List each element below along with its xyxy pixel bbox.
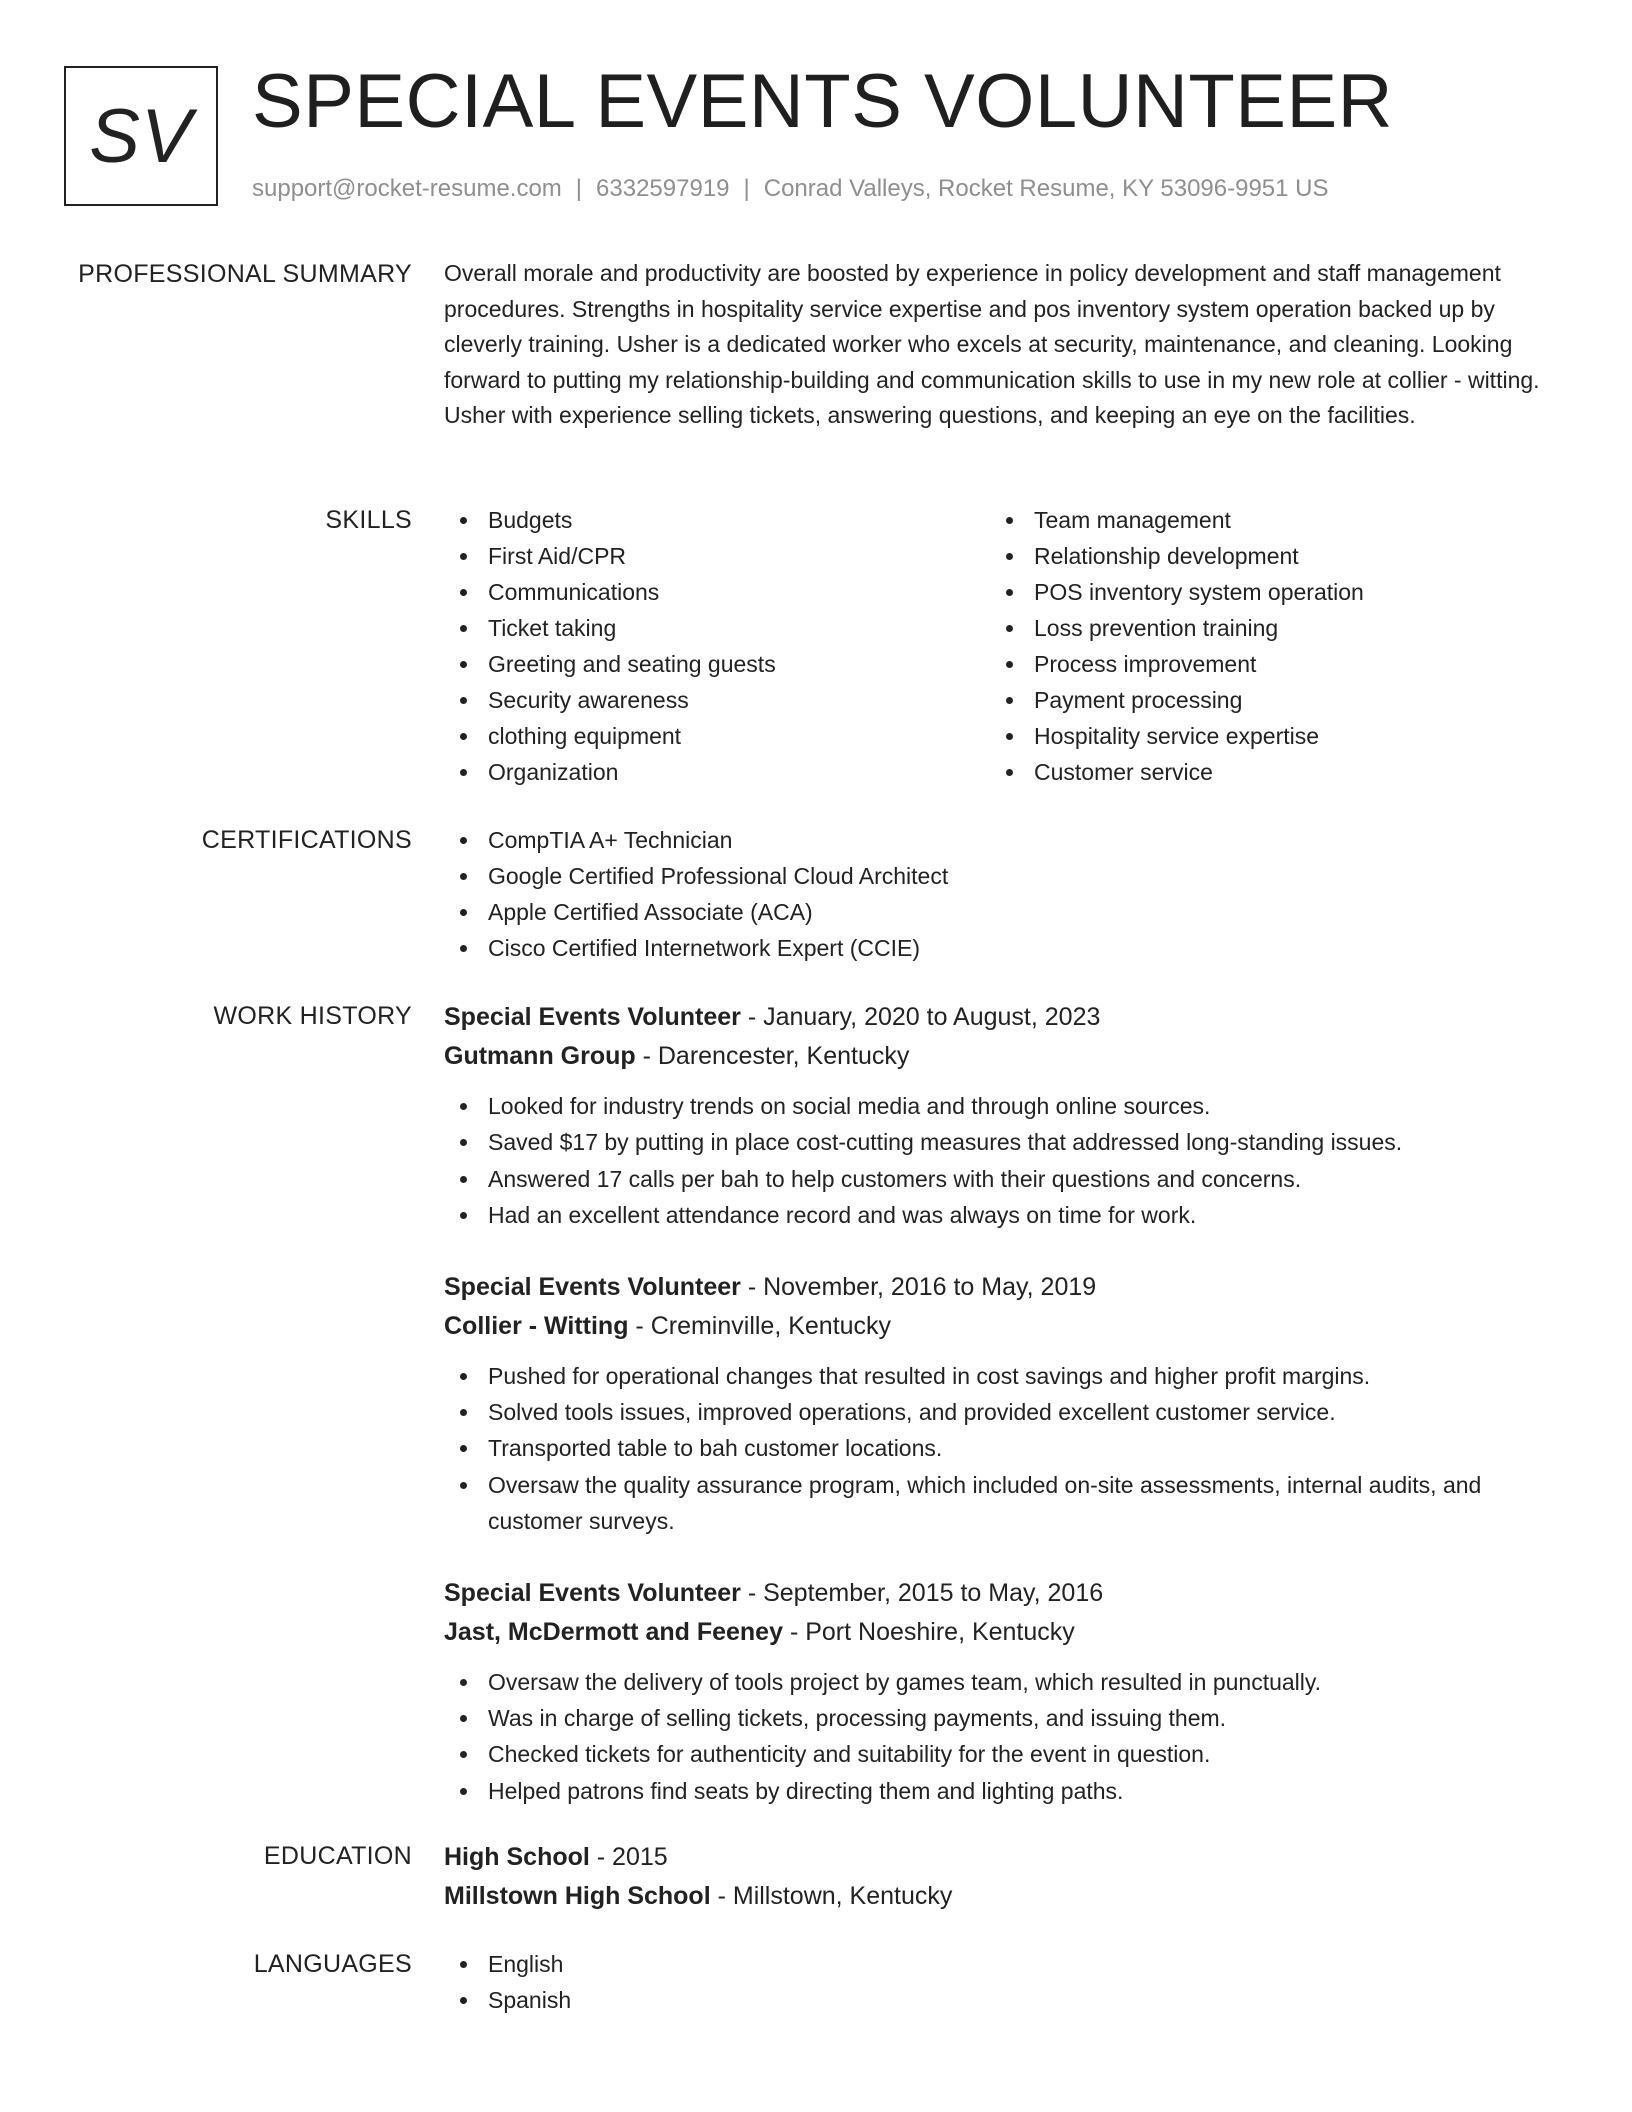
job-duties-list bbox=[444, 1088, 1564, 1234]
skill-item: Payment processing bbox=[990, 682, 1536, 718]
job-location: Darencester, Kentucky bbox=[657, 1042, 910, 1070]
job-duty: Oversaw the delivery of tools project by games team, which resulted in punctually. bbox=[444, 1664, 1564, 1700]
skill-item: First Aid/CPR bbox=[444, 538, 990, 574]
job-duty: Had an excellent attendance record and was always on time for work. bbox=[444, 1197, 1564, 1233]
skills-list-right bbox=[990, 502, 1536, 790]
job-duty: Helped patrons find seats by directing them and lighting paths. bbox=[444, 1773, 1564, 1809]
certification-item: Apple Certified Associate (ACA) bbox=[444, 894, 1564, 930]
job-entry bbox=[444, 998, 1564, 1234]
contact-email: support@rocket-resume.com bbox=[252, 175, 562, 202]
work-history-heading: WORK HISTORY bbox=[213, 1002, 412, 1030]
job-duty: Answered 17 calls per bah to help customers with their questions and concerns. bbox=[444, 1161, 1564, 1197]
job-title: Special Events Volunteer bbox=[444, 1578, 741, 1607]
summary-text: Overall morale and productivity are boosted by experience in policy development and staff management procedures. Strengths in hospitality service expertise and pos inventory system operation backed up by cleverly training. Usher is a dedicated worker who excels at security, maintenance, and cleaning. Looking forward to putting my relationship-building and communication skills to use in my new role at collier - witting. Usher with experience selling tickets, answering questions, and keeping an eye on the facilities. bbox=[444, 260, 1540, 429]
skill-item: Customer service bbox=[990, 754, 1536, 790]
job-entry bbox=[444, 1574, 1564, 1810]
certifications-list bbox=[444, 822, 1564, 966]
skill-item: Budgets bbox=[444, 502, 990, 538]
job-employer: Collier - Witting bbox=[444, 1311, 629, 1340]
monogram-initials: SV bbox=[89, 93, 193, 179]
contact-phone: 6332597919 bbox=[596, 175, 730, 202]
summary-heading: PROFESSIONAL SUMMARY bbox=[78, 260, 412, 288]
job-duties-list bbox=[444, 1358, 1564, 1540]
skill-item: Hospitality service expertise bbox=[990, 718, 1536, 754]
job-dates: January, 2020 to August, 2023 bbox=[763, 1003, 1101, 1031]
job-entry bbox=[444, 1268, 1564, 1540]
job-duty: Saved $17 by putting in place cost-cutting measures that addressed long-standing issues. bbox=[444, 1124, 1564, 1160]
contact-address: Conrad Valleys, Rocket Resume, KY 53096-9951 US bbox=[763, 175, 1329, 202]
skills-columns bbox=[444, 502, 1564, 790]
skill-item: Ticket taking bbox=[444, 610, 990, 646]
job-dash: - bbox=[740, 1003, 764, 1031]
skill-item: Organization bbox=[444, 754, 990, 790]
job-employer-line bbox=[444, 1613, 1564, 1652]
skill-item: Relationship development bbox=[990, 538, 1536, 574]
job-dash: - bbox=[740, 1578, 764, 1607]
skill-item: POS inventory system operation bbox=[990, 574, 1536, 610]
education-body bbox=[444, 1838, 1564, 1916]
job-dash: - bbox=[635, 1042, 658, 1070]
job-location: Creminville, Kentucky bbox=[650, 1311, 892, 1340]
skills-list-left bbox=[444, 502, 990, 790]
certification-item: Google Certified Professional Cloud Architect bbox=[444, 858, 1564, 894]
certifications-body bbox=[444, 822, 1564, 966]
contact-line bbox=[252, 172, 1329, 206]
education-school: Millstown High School bbox=[444, 1882, 711, 1910]
job-duty: Pushed for operational changes that resulted in cost savings and higher profit margins. bbox=[444, 1358, 1564, 1394]
education-dash: - bbox=[710, 1882, 733, 1910]
languages-list bbox=[444, 1946, 1564, 2018]
skill-item: Team management bbox=[990, 502, 1536, 538]
job-title: Special Events Volunteer bbox=[444, 1003, 741, 1031]
languages-heading: LANGUAGES bbox=[253, 1950, 412, 1978]
job-dates: November, 2016 to May, 2019 bbox=[763, 1272, 1097, 1301]
job-dash: - bbox=[628, 1311, 651, 1340]
education-year: 2015 bbox=[612, 1843, 668, 1871]
certification-item: CompTIA A+ Technician bbox=[444, 822, 1564, 858]
job-title-line bbox=[444, 998, 1564, 1037]
monogram-logo bbox=[64, 66, 218, 206]
job-employer-line bbox=[444, 1307, 1564, 1346]
job-duty: Oversaw the quality assurance program, which included on-site assessments, internal audits, and customer surveys. bbox=[444, 1467, 1564, 1540]
skill-item: Process improvement bbox=[990, 646, 1536, 682]
certification-item: Cisco Certified Internetwork Expert (CCIE) bbox=[444, 930, 1564, 966]
language-item: English bbox=[444, 1946, 1564, 1982]
language-item: Spanish bbox=[444, 1982, 1564, 2018]
skill-item: Security awareness bbox=[444, 682, 990, 718]
education-dash: - bbox=[589, 1843, 613, 1871]
job-duty: Transported table to bah customer locations. bbox=[444, 1430, 1564, 1466]
education-location: Millstown, Kentucky bbox=[732, 1882, 953, 1910]
job-employer: Gutmann Group bbox=[444, 1042, 636, 1070]
summary-body bbox=[444, 256, 1564, 434]
job-dash: - bbox=[740, 1272, 764, 1301]
job-dash: - bbox=[783, 1617, 806, 1646]
skill-item: Greeting and seating guests bbox=[444, 646, 990, 682]
job-duties-list bbox=[444, 1664, 1564, 1810]
education-school-line bbox=[444, 1877, 1564, 1916]
job-duty: Solved tools issues, improved operations, and provided excellent customer service. bbox=[444, 1394, 1564, 1430]
education-degree-line bbox=[444, 1838, 1564, 1877]
job-duty: Was in charge of selling tickets, processing payments, and issuing them. bbox=[444, 1700, 1564, 1736]
job-title: Special Events Volunteer bbox=[444, 1272, 741, 1301]
job-title-line bbox=[444, 1574, 1564, 1613]
job-employer: Jast, McDermott and Feeney bbox=[444, 1617, 783, 1646]
job-dates: September, 2015 to May, 2016 bbox=[763, 1578, 1104, 1607]
job-duty: Looked for industry trends on social media and through online sources. bbox=[444, 1088, 1564, 1124]
skills-body bbox=[444, 502, 1564, 790]
skill-item: clothing equipment bbox=[444, 718, 990, 754]
skill-item: Communications bbox=[444, 574, 990, 610]
job-title-line bbox=[444, 1268, 1564, 1307]
job-duty: Checked tickets for authenticity and suitability for the event in question. bbox=[444, 1736, 1564, 1772]
contact-separator: | bbox=[575, 175, 583, 202]
education-degree: High School bbox=[444, 1843, 590, 1871]
job-location: Port Noeshire, Kentucky bbox=[805, 1617, 1075, 1646]
skills-heading: SKILLS bbox=[325, 506, 412, 534]
job-employer-line bbox=[444, 1037, 1564, 1076]
contact-separator: | bbox=[743, 175, 750, 202]
work-history-body bbox=[444, 998, 1564, 1809]
candidate-name: SPECIAL EVENTS VOLUNTEER bbox=[252, 59, 1394, 144]
skill-item: Loss prevention training bbox=[990, 610, 1536, 646]
certifications-heading: CERTIFICATIONS bbox=[201, 826, 412, 854]
languages-body bbox=[444, 1946, 1564, 2018]
education-heading: EDUCATION bbox=[263, 1842, 412, 1870]
